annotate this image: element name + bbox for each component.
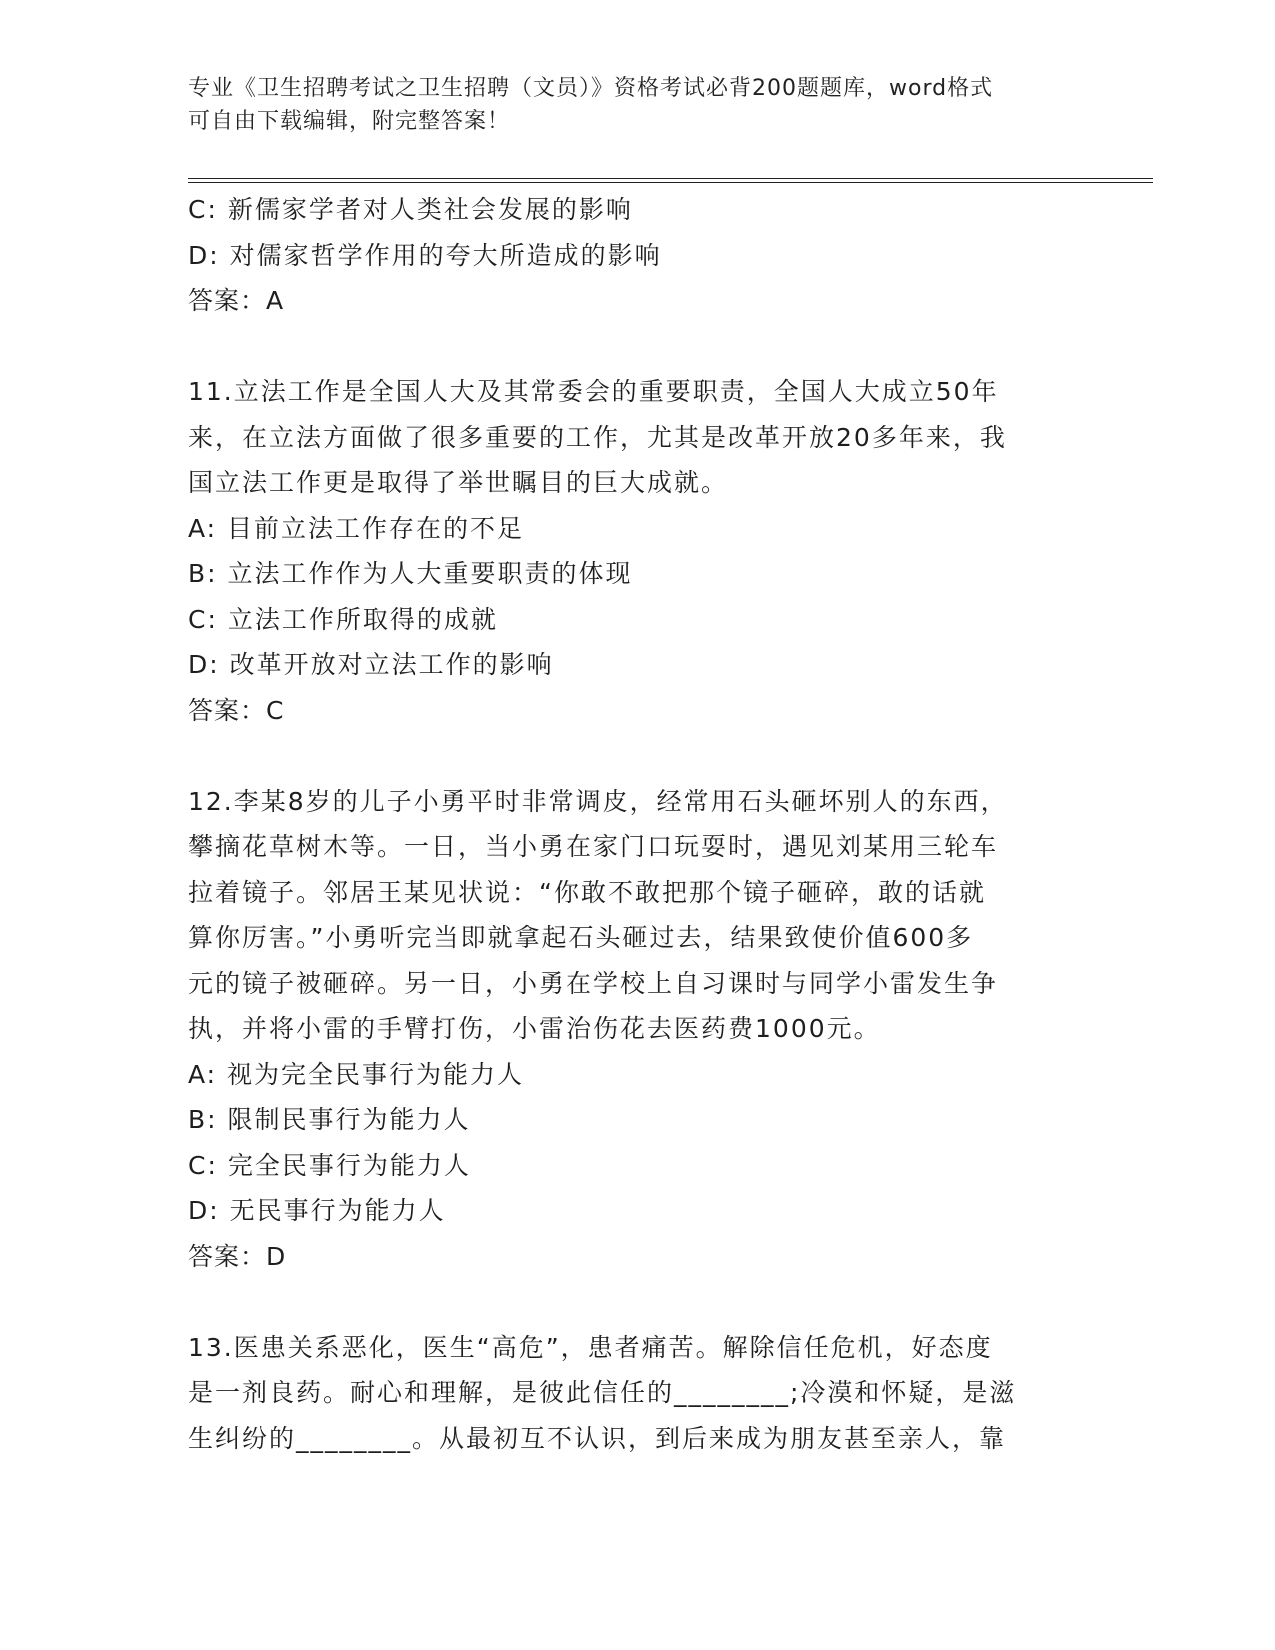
question-stem-line: 生纠纷的________。从最初互不认识，到后来成为朋友甚至亲人，靠 xyxy=(188,1423,1007,1453)
question-12 xyxy=(188,779,1088,1280)
question-11 xyxy=(188,369,1088,733)
question-stem-line: 元的镜子被砸碎。另一日，小勇在学校上自习课时与同学小雷发生争 xyxy=(188,968,999,998)
option-d: D: 对儒家哲学作用的夸大所造成的影响 xyxy=(188,240,662,270)
answer-label: 答案：C xyxy=(188,695,285,725)
question-stem-line: 11.立法工作是全国人大及其常委会的重要职责，全国人大成立50年 xyxy=(188,377,999,406)
answer-label: 答案：D xyxy=(188,1241,287,1271)
question-stem-line: 执，并将小雷的手臂打伤，小雷治伤花去医药费1000元。 xyxy=(188,1014,881,1043)
question-stem-line: 拉着镜子。邻居王某见状说：“你敢不敢把那个镜子砸碎，敢的话就 xyxy=(188,877,986,907)
question-stem-line: 国立法工作更是取得了举世瞩目的巨大成就。 xyxy=(188,468,729,497)
option-c: C: 新儒家学者对人类社会发展的影响 xyxy=(188,195,633,224)
question-stem-line: 是一剂良药。耐心和理解，是彼此信任的________;冷漠和怀疑，是滋 xyxy=(188,1378,1017,1407)
spacer xyxy=(188,733,1088,779)
question-stem-line: 来，在立法方面做了很多重要的工作，尤其是改革开放20多年来，我 xyxy=(188,422,1007,452)
spacer xyxy=(188,1279,1088,1325)
option-d: D: 改革开放对立法工作的影响 xyxy=(188,650,554,679)
option-c: C: 立法工作所取得的成就 xyxy=(188,604,498,634)
answer-label: 答案：A xyxy=(188,286,285,315)
option-d: D: 无民事行为能力人 xyxy=(188,1196,446,1225)
option-a: A: 视为完全民事行为能力人 xyxy=(188,1059,525,1089)
question-stem-line: 算你厉害。”小勇听完当即就拿起石头砸过去，结果致使价值600多 xyxy=(188,923,974,952)
document-header xyxy=(188,72,1088,138)
document-body xyxy=(188,187,1088,1461)
header-title-line-1: 专业《卫生招聘考试之卫生招聘（文员）》资格考试必背200题题库，word格式 xyxy=(188,76,994,101)
question-13 xyxy=(188,1325,1088,1462)
option-a: A: 目前立法工作存在的不足 xyxy=(188,513,525,543)
header-title-line-2: 可自由下载编辑，附完整答案！ xyxy=(188,109,511,134)
header-divider xyxy=(188,178,1153,183)
question-stem-line: 攀摘花草树木等。一日，当小勇在家门口玩耍时，遇见刘某用三轮车 xyxy=(188,832,999,861)
spacer xyxy=(188,324,1088,370)
question-10-continuation xyxy=(188,187,1088,324)
question-stem-line: 12.李某8岁的儿子小勇平时非常调皮，经常用石头砸坏别人的东西， xyxy=(188,786,1008,816)
option-b: B: 立法工作作为人大重要职责的体现 xyxy=(188,559,633,588)
option-c: C: 完全民事行为能力人 xyxy=(188,1150,471,1180)
question-stem-line: 13.医患关系恶化，医生“高危”，患者痛苦。解除信任危机，好态度 xyxy=(188,1332,993,1362)
option-b: B: 限制民事行为能力人 xyxy=(188,1105,471,1134)
